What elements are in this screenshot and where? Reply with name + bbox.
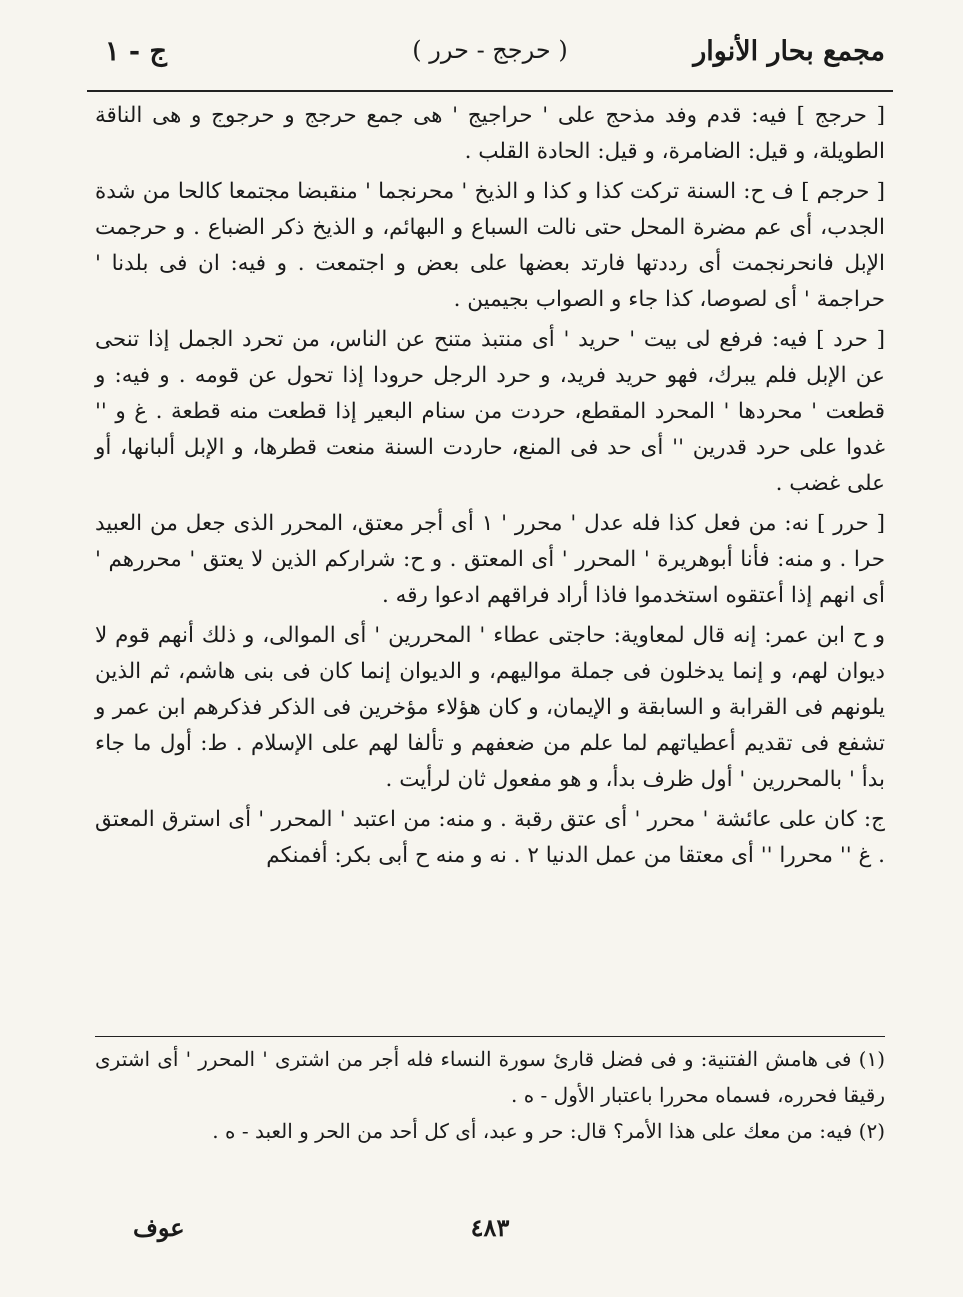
entry-hard: [ حرد ] فيه: فرفع لى بيت ' حريد ' أى منتبذ متنح عن الناس، من تحرد الجمل إذا تنحى عن الإبل فلم يبرك، فهو حريد فريد، و حرد الرجل حرودا إذا تحول عن قومه . و فيه: و قطعت ' محردها ' المحرد المقطع، حردت من سنام البعير إذا قطعت منه قطعة . غ و '' غدوا على حرد قدرين '' أى حد فى المنع، حاردت السنة منعت قطرها، و الإبل ألبانها، أو على غضب . bbox=[95, 327, 885, 496]
header-rule bbox=[87, 90, 893, 92]
page-footer bbox=[95, 1213, 885, 1253]
book-title: مجمع بحار الأنوار bbox=[693, 36, 885, 67]
entry-harjam: [ حرجم ] ف ح: السنة تركت كذا و كذا و الذيخ ' محرنجما ' منقبضا مجتمعا كالحا من شدة الجدب، أى عم مضرة المحل حتى نالت السباع و البهائم، و الذيخ ذكر الضباع . و حرجمت الإبل فانحرنجمت أى رددتها فارتد بعضها على بعض و اجتمعت . و فيه: ان فى بلدنا ' حراجمة ' أى لصوصا، كذا جاء و الصواب بجيمين . bbox=[95, 179, 885, 312]
footnotes bbox=[95, 1041, 885, 1149]
footnote-1: (١) فى هامش الفتنية: و فى فضل قارئ سورة النساء فله أجر من اشترى ' المحرر ' أى اشترى رقيقا فحرره، فسماه محررا باعتبار الأول - ه . bbox=[95, 1047, 885, 1107]
entry-harr-continued-2: ج: كان على عائشة ' محرر ' أى عتق رقبة . و منه: من اعتبد ' المحرر ' أى استرق المعتق . غ '' محررا '' أى معتقا من عمل الدنيا ٢ . نه و منه ح أبى بكر: أفمنكم bbox=[95, 807, 885, 868]
entry-harjaj: [ حرجج ] فيه: قدم وفد مذحج على ' حراجيج ' هى جمع حرجج و حرجوج و هى الناقة الطويلة، و قيل: الضامرة، و قيل: الحادة القلب . bbox=[95, 103, 885, 164]
entry-harr: [ حرر ] نه: من فعل كذا فله عدل ' محرر ' ١ أى أجر معتق، المحرر الذى جعل من العبيد حرا . و منه: فأنا أبوهريرة ' المحرر ' أى المعتق . و ح: شراركم الذين لا يعتق ' محررهم ' أى انهم إذا أعتقوه استخدموا فاذا أراد فراقهم ادعوا رقه . bbox=[95, 511, 885, 608]
volume-label: ج - ١ bbox=[105, 36, 167, 67]
signature-mark: عوف bbox=[133, 1213, 185, 1242]
footnote-2: (٢) فيه: من معك على هذا الأمر؟ قال: حر و عبد، أى كل أحد من الحر و العبد - ه . bbox=[212, 1119, 885, 1143]
section-range: ( حرجج - حرر ) bbox=[412, 36, 568, 64]
footnote-rule bbox=[95, 1036, 885, 1037]
running-header bbox=[95, 28, 885, 80]
page bbox=[95, 28, 885, 1268]
page-number: ٤٨٣ bbox=[470, 1213, 510, 1242]
main-text bbox=[95, 98, 885, 878]
entry-harr-continued: و ح ابن عمر: إنه قال لمعاوية: حاجتى عطاء ' المحررين ' أى الموالى، و ذلك أنهم قوم لا ديوان لهم، و إنما يدخلون فى جملة مواليهم، و الديوان إنما كان فى بنى هاشم، ثم الذين يلونهم فى القرابة و السابقة و الإيمان، و كان هؤلاء مؤخرين فى الذكر فذكرهم ابن عمر و تشفع فى تقديم أعطياتهم لما علم من ضعفهم و تألفا لهم على الإسلام . ط: أول ما جاء بدأ ' بالمحررين ' أول ظرف بدأ، و هو مفعول ثان لرأيت . bbox=[95, 623, 885, 792]
